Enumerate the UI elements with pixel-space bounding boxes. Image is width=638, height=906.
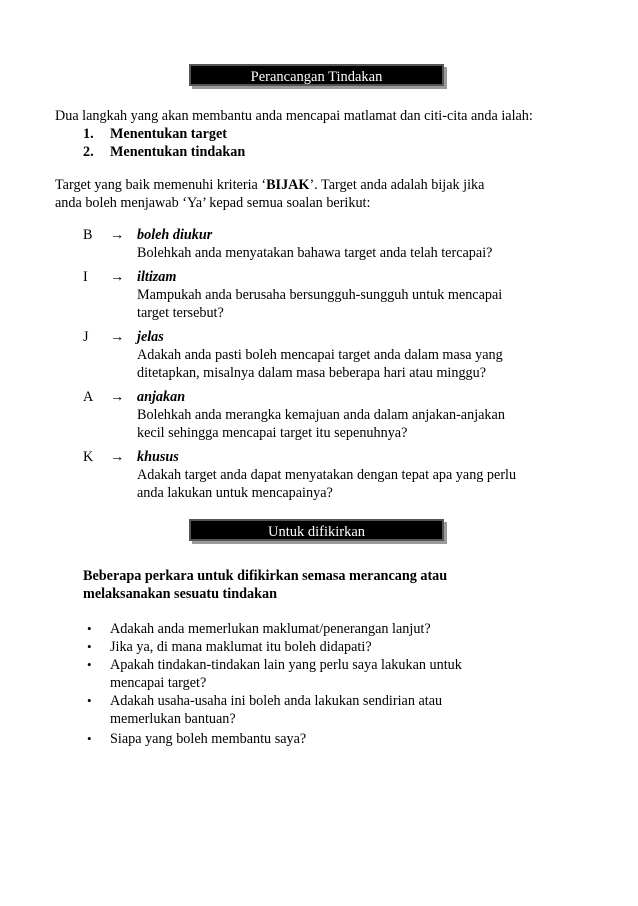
criteria-letter-j: J (83, 329, 89, 345)
criteria-letter-i: I (83, 269, 88, 285)
criteria-term-j: jelas (137, 329, 164, 345)
criteria-desc-a-line-1: Bolehkah anda merangka kemajuan anda dalam anjakan-anjakan (137, 407, 505, 423)
criteria-letter-b: B (83, 227, 93, 243)
criteria-letter-a: A (83, 389, 94, 405)
bullet-icon: • (87, 693, 92, 708)
criteria-term-b: boleh diukur (137, 227, 213, 243)
bullet-item-2: Jika ya, di mana maklumat itu boleh didapati? (110, 639, 372, 655)
criteria-desc-b-line-1: Bolehkah anda menyatakan bahawa target anda telah tercapai? (137, 245, 493, 261)
intro-text: Dua langkah yang akan membantu anda mencapai matlamat dan citi-cita anda ialah: (55, 108, 533, 124)
criteria-desc-j-line-2: ditetapkan, misalnya dalam masa beberapa hari atau minggu? (137, 365, 487, 381)
criteria-desc-i-line-1: Mampukah anda berusaha bersungguh-sungguh untuk mencapai (137, 287, 503, 303)
section-banner-perancangan: Perancangan Tindakan (189, 64, 444, 86)
criteria-intro-line-1: Target yang baik memenuhi kriteria ‘BIJAK’. Target anda adalah bijak jika (55, 177, 485, 193)
bullet-item-3-line-1: Apakah tindakan-tindakan lain yang perlu saya lakukan untuk (110, 657, 462, 673)
arrow-icon: → (110, 227, 125, 243)
bullet-icon: • (87, 621, 92, 636)
criteria-desc-i-line-2: target tersebut? (137, 305, 224, 321)
step-2-number: 2. (83, 144, 94, 160)
bullet-item-5: Siapa yang boleh membantu saya? (110, 731, 307, 747)
criteria-term-i: iltizam (137, 269, 177, 285)
bullet-icon: • (87, 657, 92, 672)
consider-heading-line-1: Beberapa perkara untuk difikirkan semasa merancang atau (83, 568, 448, 584)
arrow-icon: → (110, 329, 125, 345)
step-1-text: Menentukan target (110, 126, 228, 142)
criteria-desc-k-line-1: Adakah target anda dapat menyatakan dengan tepat apa yang perlu (137, 467, 517, 483)
bullet-item-1: Adakah anda memerlukan maklumat/penerangan lanjut? (110, 621, 431, 637)
bullet-icon: • (87, 639, 92, 654)
bullet-item-4-line-2: memerlukan bantuan? (110, 711, 236, 727)
criteria-intro-line-2: anda boleh menjawab ‘Ya’ kepad semua soalan berikut: (55, 195, 371, 211)
bullet-item-4-line-1: Adakah usaha-usaha ini boleh anda lakukan sendirian atau (110, 693, 443, 709)
criteria-desc-k-line-2: anda lakukan untuk mencapainya? (137, 485, 333, 501)
criteria-desc-a-line-2: kecil sehingga mencapai target itu sepenuhnya? (137, 425, 408, 441)
criteria-term-a: anjakan (137, 389, 186, 405)
criteria-desc-j-line-1: Adakah anda pasti boleh mencapai target anda dalam masa yang (137, 347, 503, 363)
arrow-icon: → (110, 449, 125, 465)
section-banner-difikirkan: Untuk difikirkan (189, 519, 444, 541)
consider-heading-line-2: melaksanakan sesuatu tindakan (83, 586, 277, 602)
bullet-icon: • (87, 731, 92, 746)
arrow-icon: → (110, 389, 125, 405)
criteria-letter-k: K (83, 449, 94, 465)
bullet-item-3-line-2: mencapai target? (110, 675, 207, 691)
step-1-number: 1. (83, 126, 94, 142)
step-2-text: Menentukan tindakan (110, 144, 246, 160)
criteria-term-k: khusus (137, 449, 179, 465)
arrow-icon: → (110, 269, 125, 285)
